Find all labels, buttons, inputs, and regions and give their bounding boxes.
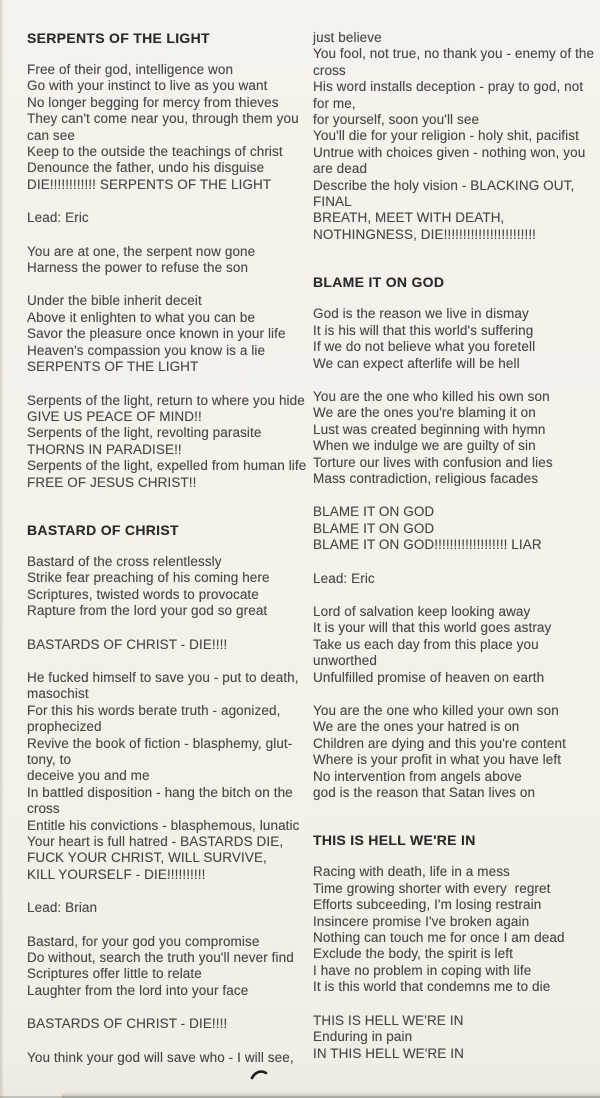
- lyric-line: For this his words berate truth - agonized,: [27, 702, 281, 718]
- song-title-this-is-hell-we-re-in: THIS IS HELL WE'RE IN: [313, 832, 476, 849]
- lyric-line: cross: [313, 62, 346, 78]
- lyric-line: If we do not believe what you foretell: [313, 339, 536, 355]
- stanza: [27, 554, 309, 620]
- stanza: [27, 637, 309, 653]
- lyric-line: Take us each day from this place you: [313, 636, 539, 652]
- lyric-line: god is the reason that Satan lives on: [313, 785, 536, 801]
- lyric-line: Scriptures offer little to relate: [27, 966, 202, 982]
- lyric-line: You'll die for your religion - holy shit, pacifist: [313, 128, 579, 144]
- lyric-line: Rapture from the lord your god so great: [27, 603, 268, 619]
- lyric-line: FINAL: [313, 194, 352, 210]
- lyric-line: Serpents of the light, return to where you hide: [27, 392, 305, 408]
- stanza: [27, 244, 309, 277]
- lyric-line: They can't come near you, through them you: [27, 111, 299, 127]
- song-title-blame-it-on-god: BLAME IT ON GOD: [313, 274, 445, 291]
- stanza: [27, 293, 309, 375]
- lyric-line: He fucked himself to save you - put to death,: [27, 669, 299, 685]
- lyric-line: Keep to the outside the teachings of christ: [27, 144, 283, 160]
- lyric-line: for yourself, soon you'll see: [313, 112, 480, 128]
- lyric-line: NOTHINGNESS, DIE!!!!!!!!!!!!!!!!!!!!!!!!: [313, 226, 537, 242]
- lyrics-column-right: [313, 30, 598, 1079]
- lyric-line: FREE OF JESUS CHRIST!!: [27, 474, 197, 490]
- lyric-line: No longer begging for mercy from thieves: [27, 94, 279, 110]
- lyric-line: Entitle his convictions - blasphemous, lunatic: [27, 817, 300, 833]
- lyric-line: DIE!!!!!!!!!!!! SERPENTS OF THE LIGHT: [27, 176, 272, 192]
- lyric-line: God is the reason we live in dismay: [313, 306, 529, 322]
- lyric-line: You are the one who killed your own son: [313, 703, 559, 718]
- song-title-serpents-of-the-light: SERPENTS OF THE LIGHT: [27, 30, 210, 46]
- stanza: [27, 1016, 309, 1032]
- lyric-line: Strike fear preaching of his coming here: [27, 570, 270, 586]
- lead-credit: [313, 571, 598, 587]
- lyric-line: THIS IS HELL WE'RE IN: [313, 1012, 464, 1028]
- lyric-line: Lead: Brian: [27, 900, 98, 916]
- stanza: [313, 389, 598, 487]
- stanza: [27, 62, 309, 193]
- stanza: [27, 1050, 309, 1066]
- lyric-line: Untrue with choices given - nothing won, you: [313, 144, 586, 160]
- lyric-line: Lead: Eric: [27, 210, 89, 226]
- lyric-line: Heaven's compassion you know is a lie: [27, 342, 266, 358]
- lyric-line: Savor the pleasure once known in your life: [27, 326, 286, 342]
- lyric-line: In battled disposition - hang the bitch on the: [27, 784, 293, 800]
- lyric-line: Lust was created beginning with hymn: [313, 421, 546, 437]
- lyric-line: Unfulfilled promise of heaven on earth: [313, 669, 545, 685]
- lyric-line: IN THIS HELL WE'RE IN: [313, 1045, 464, 1061]
- stanza: [313, 30, 598, 243]
- stanza: [313, 306, 598, 372]
- lyric-line: Lead: Eric: [313, 570, 375, 586]
- lyric-line: BASTARDS OF CHRIST - DIE!!!!: [27, 636, 228, 652]
- lyric-line: prophecized: [27, 719, 102, 735]
- lyric-line: BLAME IT ON GOD: [313, 504, 435, 520]
- lyric-line: GIVE US PEACE OF MIND!!: [27, 408, 202, 424]
- lead-credit: [27, 210, 309, 226]
- lyric-line: No intervention from angels above: [313, 768, 522, 784]
- lyric-line: FUCK YOUR CHRIST, WILL SURVIVE,: [27, 850, 267, 866]
- lyric-line: Racing with death, life in a mess: [313, 864, 510, 880]
- lyric-line: We are the ones your hatred is on: [313, 719, 520, 735]
- lyric-line: Harness the power to refuse the son: [27, 260, 249, 276]
- scan-left-edge: [0, 0, 4, 1098]
- lyric-line: Efforts subceeding, I'm losing restrain: [313, 897, 542, 913]
- lyric-line: Above it enlighten to what you can be: [27, 309, 256, 325]
- lyric-line: deceive you and me: [27, 768, 150, 784]
- lyric-line: It is his will that this world's suffering: [313, 322, 534, 338]
- lyric-line: Exclude the body, the spirit is left: [313, 946, 513, 962]
- lyric-line: can see: [27, 127, 75, 143]
- lyric-line: You fool, not true, no thank you - enemy of the: [313, 46, 595, 62]
- lyric-line: Do without, search the truth you'll never find: [27, 950, 294, 966]
- lyric-line: We can expect afterlife will be hell: [313, 355, 520, 371]
- lyric-line: Bastard of the cross relentlessly: [27, 553, 222, 569]
- stanza: [313, 504, 598, 553]
- lyric-line: Laughter from the lord into your face: [27, 982, 249, 998]
- lyric-line: You are at one, the serpent now gone: [27, 243, 256, 259]
- lyric-line: It is your will that this world goes astray: [313, 620, 552, 636]
- lyric-line: KILL YOURSELF - DIE!!!!!!!!!!: [27, 866, 206, 882]
- lyric-line: Children are dying and this you're content: [313, 735, 566, 751]
- lyric-line: BREATH, MEET WITH DEATH,: [313, 210, 505, 226]
- stanza: [27, 670, 309, 883]
- lyric-line: Under the bible inherit deceit: [27, 293, 202, 309]
- scan-bottom-edge: [62, 1092, 600, 1098]
- stanza: [313, 1013, 598, 1062]
- lyric-line: When we indulge we are guilty of sin: [313, 438, 536, 454]
- stanza: [313, 864, 598, 995]
- lyric-line: Revive the book of fiction - blasphemy, glut-: [27, 735, 293, 751]
- lyric-line: Scriptures, twisted words to provocate: [27, 586, 259, 602]
- lyric-line: are dead: [313, 161, 368, 177]
- ink-squiggle-mark: [249, 1068, 269, 1082]
- lyric-line: I have no problem in coping with life: [313, 962, 532, 978]
- stanza: [313, 604, 598, 686]
- lyrics-column-left: [27, 30, 309, 1083]
- song-title-bastard-of-christ: BASTARD OF CHRIST: [27, 521, 179, 538]
- lead-credit: [27, 900, 309, 916]
- stanza: [27, 934, 309, 1000]
- lyric-line: THORNS IN PARADISE!!: [27, 441, 182, 457]
- lyric-line: Describe the holy vision - BLACKING OUT,: [313, 177, 575, 193]
- lyric-line: Serpents of the light, revolting parasite: [27, 425, 262, 441]
- lyric-line: BASTARDS OF CHRIST - DIE!!!!: [27, 1016, 228, 1032]
- lyric-line: Serpents of the light, expelled from human life: [27, 458, 307, 474]
- lyric-line: His word installs deception - pray to god, not: [313, 79, 584, 95]
- lyric-line: Where is your profit in what you have left: [313, 752, 562, 768]
- lyric-line: cross: [27, 801, 60, 817]
- lyric-line: Nothing can touch me for once I am dead: [313, 930, 565, 946]
- lyric-line: Time growing shorter with every regret: [313, 880, 551, 896]
- lyric-line: Enduring in pain: [313, 1029, 413, 1045]
- lyric-line: Free of their god, intelligence won: [27, 62, 234, 77]
- lyric-line: Your heart is full hatred - BASTARDS DIE,: [27, 834, 284, 850]
- lyric-line: Go with your instinct to live as you want: [27, 78, 268, 94]
- lyric-line: tony, to: [27, 752, 72, 767]
- lyric-line: Insincere promise I've broken again: [313, 913, 530, 929]
- stanza: [27, 393, 309, 491]
- lyric-line: SERPENTS OF THE LIGHT: [27, 359, 199, 375]
- lyric-line: You think your god will save who - I will see,: [27, 1049, 294, 1065]
- lyric-line: masochist: [27, 686, 89, 702]
- lyric-line: It is this world that condemns me to die: [313, 979, 551, 995]
- lyric-line: BLAME IT ON GOD: [313, 520, 435, 536]
- lyric-line: Denounce the father, undo his disguise: [27, 160, 265, 176]
- lyric-line: BLAME IT ON GOD!!!!!!!!!!!!!!!!!!! LIAR: [313, 537, 542, 553]
- lyric-line: Torture our lives with confusion and lies: [313, 454, 553, 470]
- lyric-line: for me,: [313, 95, 356, 111]
- lyric-line: Lord of salvation keep looking away: [313, 603, 531, 619]
- lyric-line: just believe: [313, 30, 382, 45]
- stanza: [313, 703, 598, 801]
- lyric-line: We are the ones you're blaming it on: [313, 405, 536, 421]
- lyric-line: unworthed: [313, 653, 377, 669]
- lyric-line: Bastard, for your god you compromise: [27, 933, 260, 949]
- lyric-line: Mass contradiction, religious facades: [313, 470, 539, 486]
- lyric-line: You are the one who killed his own son: [313, 388, 550, 404]
